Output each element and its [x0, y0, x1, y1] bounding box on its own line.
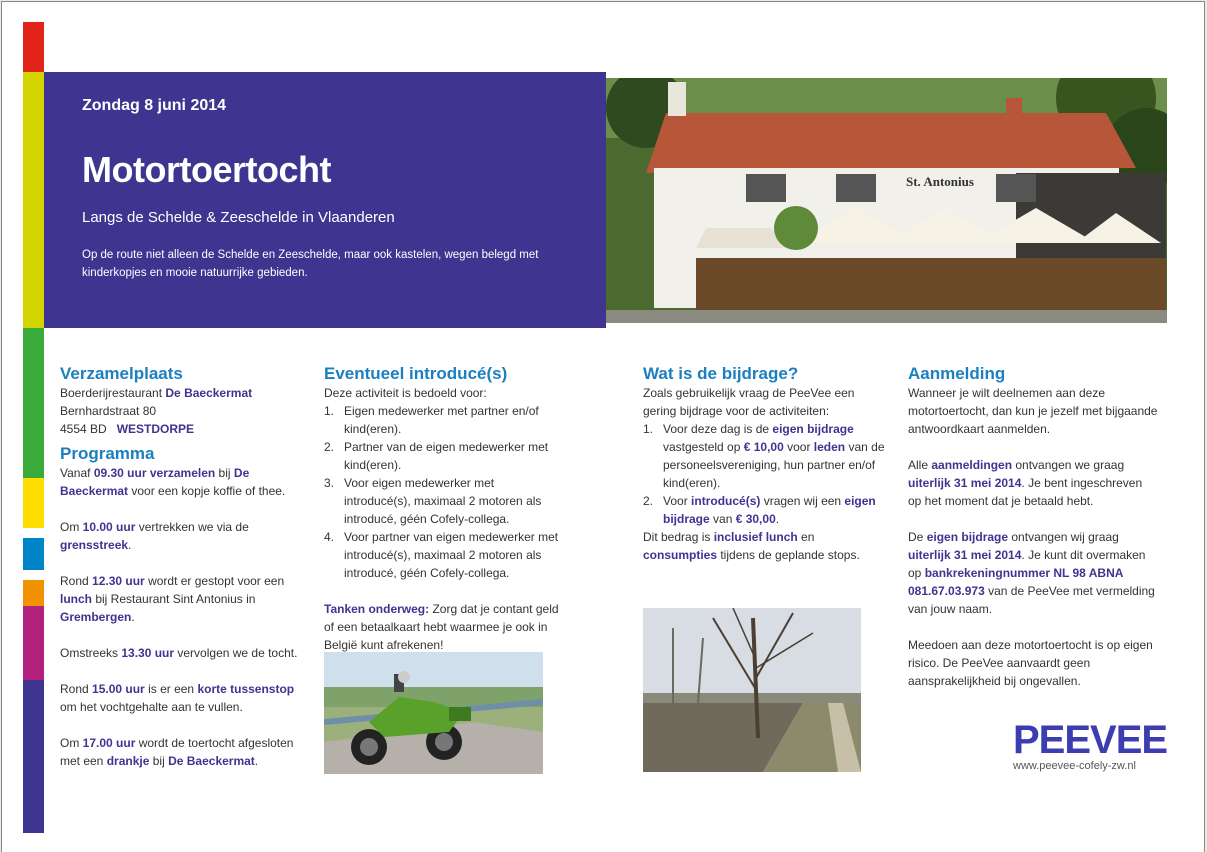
time: 17.00 uur: [82, 736, 136, 750]
drink: drankje: [106, 754, 150, 768]
text: van: [709, 512, 736, 526]
event-title: Motortoertocht: [82, 149, 331, 190]
strip-magenta: [23, 606, 44, 680]
list-item: 4. Voor partner van eigen medewerker met introducé(s), maximaal 2 motoren als introducé, géén Cofely-collega.: [324, 530, 559, 580]
list-item: 1. Voor deze dag is de eigen bijdrage vastgesteld op € 10,00 voor leden van de personeelsvereniging, hun partner en/of kind(eren).: [643, 422, 885, 490]
program-item: Rond 12.30 uur wordt er gestopt voor een lunch bij Restaurant Sint Antonius in Grembergen.: [60, 574, 285, 624]
event-date: Zondag 8 juni 2014: [82, 97, 227, 114]
street: Bernhardstraat 80: [60, 404, 157, 418]
strip-yellow: [23, 72, 44, 328]
term: eigen bijdrage: [926, 530, 1009, 544]
motorbike-illustration: [324, 652, 543, 774]
strip-orange: [23, 580, 44, 606]
paragraph: Meedoen aan deze motortoertocht is op eigen risico. De PeeVee aanvaardt geen aansprakelijkheid bij ongevallen.: [908, 638, 1153, 688]
program-item: [60, 464, 300, 500]
venue-line: [60, 384, 300, 402]
venue-prefix: Boerderijrestaurant: [60, 386, 166, 400]
list-item: 2. Partner van de eigen medewerker met kind(eren).: [324, 440, 549, 472]
intro: Deze activiteit is bedoeld voor:: [324, 386, 487, 400]
term: eigen bijdrage: [663, 494, 876, 526]
text: De: [908, 530, 927, 544]
strip-green: [23, 328, 44, 478]
tank-text: Zorg dat je contant geld of een betaalkaart hebt waarmee je ook in België kunt afrekenen!: [324, 602, 559, 652]
term: inclusief lunch: [713, 530, 798, 544]
paragraph: [908, 456, 1158, 510]
term: consumpties: [643, 548, 718, 562]
deadline: uiterlijk 31 mei 2014: [908, 548, 1022, 562]
logo-name: PEEVEE: [1013, 718, 1168, 762]
column-aanmelding: [908, 364, 1158, 690]
column-bijdrage: [643, 364, 891, 564]
river-photo: [643, 608, 861, 772]
restaurant-sign: St. Antonius: [906, 174, 974, 189]
text: vragen wij een: [760, 494, 845, 508]
text: bij: [215, 466, 234, 480]
text: voor een kopje koffie of thee.: [128, 484, 286, 498]
heading-introduce: Eventueel introducé(s): [324, 364, 508, 383]
time: 12.30 uur: [92, 574, 145, 588]
term: introducé(s): [691, 494, 761, 508]
text: . Je bent ingeschreven op het moment dat je betaald hebt.: [908, 476, 1143, 508]
river-illustration: [643, 608, 861, 772]
place: Grembergen: [60, 610, 132, 624]
text: Voor: [663, 494, 692, 508]
text: wordt er gestopt voor een: [144, 574, 285, 588]
bank-account: bankrekeningnummer NL 98 ABNA 081.67.03.973: [908, 566, 1123, 598]
place: De Baeckermat: [60, 466, 250, 498]
amount: € 30,00: [735, 512, 776, 526]
tank-label: Tanken onderweg:: [324, 602, 430, 616]
paragraph: [908, 528, 1158, 618]
text: vertrekken we via de: [135, 520, 249, 534]
restaurant-illustration: [606, 78, 1167, 323]
event-subtitle: Langs de Schelde & Zeeschelde in Vlaanderen: [82, 209, 395, 226]
list-item: 2. Voor introducé(s) vragen wij een eigen bijdrage van € 30,00.: [643, 494, 876, 526]
postcode: 4554 BD: [60, 422, 107, 436]
text: vervolgen we de tocht.: [174, 646, 298, 660]
place: grensstreek: [60, 538, 129, 552]
text: Rond: [60, 682, 93, 696]
text: vastgesteld op: [663, 440, 744, 454]
lunch: lunch: [60, 592, 92, 606]
term: eigen bijdrage: [772, 422, 854, 436]
text: voor: [783, 440, 814, 454]
venue-name: De Baeckermat: [165, 386, 253, 400]
intro: Zoals gebruikelijk vraag de PeeVee een gering bijdrage voor de activiteiten:: [643, 386, 855, 418]
city-line: [60, 420, 300, 438]
paragraph: Wanneer je wilt deelnemen aan deze motortoertocht, dan kun je jezelf met bijgaande antwoordkaart aanmelden.: [908, 386, 1158, 436]
text: . Je kunt dit overmaken op: [908, 548, 1146, 580]
text: is er een: [144, 682, 198, 696]
eligibility-list: [324, 402, 564, 582]
strip-gap: [23, 528, 44, 538]
time: 10.00 uur: [82, 520, 136, 534]
text: bij Restaurant Sint Antonius in: [92, 592, 256, 606]
stop: korte tussenstop: [197, 682, 295, 696]
text: om het vochtgehalte aan te vullen.: [60, 700, 243, 714]
term: leden: [813, 440, 846, 454]
list-item: 1. Eigen medewerker met partner en/of kind(eren).: [324, 404, 539, 436]
text: van de PeeVee met vermelding van jouw naam.: [908, 584, 1155, 616]
strip-gap2: [23, 570, 44, 580]
event-description: Op de route niet alleen de Schelde en Zeeschelde, maar ook kastelen, wegen belegd met kinderkopjes en mooie natuurrijke gebieden.: [82, 249, 539, 279]
tank-note: [324, 600, 564, 654]
program-item: [60, 680, 300, 716]
strip-cyan: [23, 538, 44, 570]
text: Dit bedrag is: [643, 530, 714, 544]
list-item-text: Partner van de eigen medewerker met kind(eren).: [344, 440, 549, 472]
restaurant-photo: [606, 78, 1167, 323]
text: Omstreeks: [60, 646, 122, 660]
contribution-list: [643, 420, 891, 528]
list-item-text: Voor partner van eigen medewerker met introducé(s), maximaal 2 motoren als introducé, géén Cofely-collega.: [344, 530, 559, 580]
program-item: Om 10.00 uur vertrekken we via de grensstreek.: [60, 520, 249, 552]
heading-programma: Programma: [60, 444, 155, 463]
heading-verzamelplaats: Verzamelplaats: [60, 364, 183, 383]
hero-banner: [44, 72, 606, 328]
column-introduce: [324, 364, 564, 654]
text: bij: [149, 754, 169, 768]
strip-red: [23, 22, 44, 72]
list-item-text: Voor eigen medewerker met introducé(s), maximaal 2 motoren als introducé, géén Cofely-collega.: [344, 476, 542, 526]
time: 13.30 uur: [121, 646, 175, 660]
text: en: [797, 530, 815, 544]
heading-bijdrage: Wat is de bijdrage?: [643, 364, 799, 383]
deadline: uiterlijk 31 mei 2014: [908, 476, 1022, 490]
place: De Baeckermat: [168, 754, 255, 768]
motorbike-photo: [324, 652, 543, 774]
text: Voor deze dag is de: [663, 422, 773, 436]
time: 15.00 uur: [92, 682, 145, 696]
column-verzamelplaats: [60, 364, 300, 770]
inclusive-note: [643, 528, 891, 564]
time: 09.30 uur verzamelen: [93, 466, 216, 480]
heading-aanmelding: Aanmelding: [908, 364, 1006, 383]
text: Rond: [60, 574, 93, 588]
program-item: Om 17.00 uur wordt de toertocht afgesloten met een drankje bij De Baeckermat.: [60, 736, 294, 768]
text: Om: [60, 520, 83, 534]
text: tijdens de geplande stops.: [717, 548, 860, 562]
logo-url: www.peevee-cofely-zw.nl: [1013, 760, 1136, 772]
text: wordt de toertocht afgesloten met een: [60, 736, 294, 768]
city: WESTDORPE: [116, 422, 195, 436]
text: van de personeelsvereniging, hun partner en/of kind(eren).: [663, 440, 885, 490]
strip-purple: [23, 680, 44, 833]
peevee-logo: [1013, 718, 1167, 772]
text: Om: [60, 736, 83, 750]
program-item: [60, 644, 300, 662]
text: Vanaf: [60, 466, 94, 480]
list-item-text: Eigen medewerker met partner en/of kind(eren).: [344, 404, 539, 436]
list-item: 3. Voor eigen medewerker met introducé(s), maximaal 2 motoren als introducé, géén Cofely-collega.: [324, 476, 542, 526]
text: ontvangen we graag: [1012, 458, 1125, 472]
text: ontvangen wij graag: [1008, 530, 1119, 544]
strip-brightyellow: [23, 478, 44, 528]
amount: € 10,00: [743, 440, 784, 454]
flyer-page: [1, 1, 1205, 852]
text: Alle: [908, 458, 932, 472]
term: aanmeldingen: [931, 458, 1013, 472]
